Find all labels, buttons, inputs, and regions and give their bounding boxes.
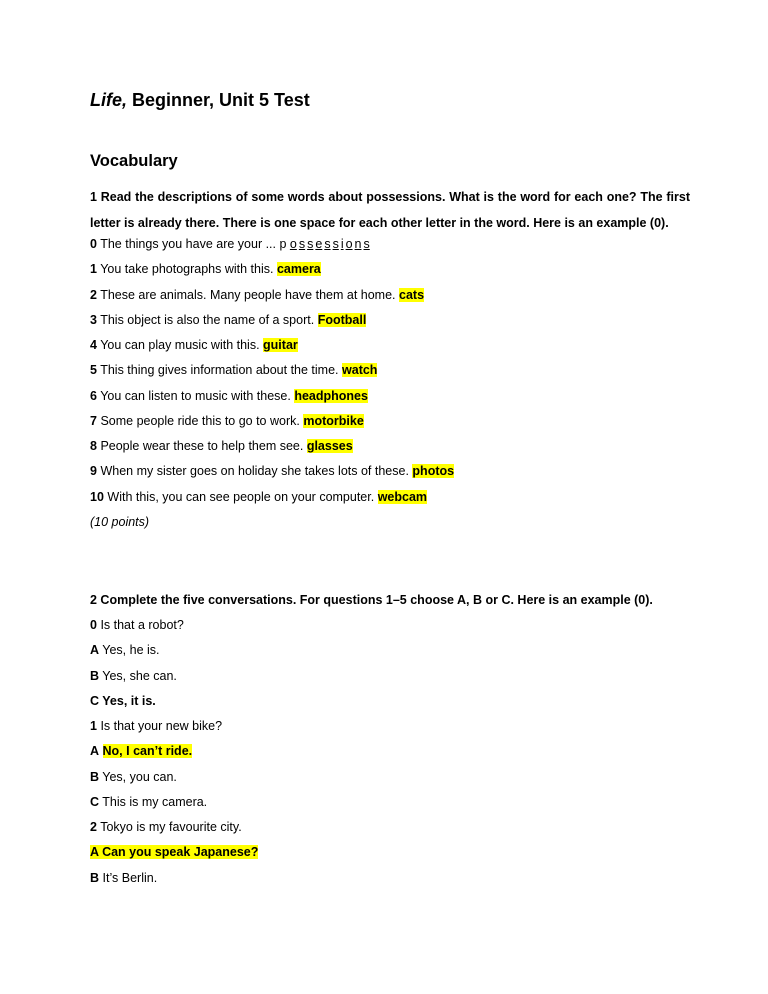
item-text: You can play music with this. [100,338,260,352]
item-text: When my sister goes on holiday she takes lots of these. [100,464,409,478]
item-number: 1 [90,262,97,276]
item-answer: watch [342,363,378,377]
example-answer-letters [286,237,371,251]
q2-option [90,794,207,810]
example-letter: s [363,237,370,251]
item-number: 4 [90,338,97,352]
example-letter: s [298,237,306,251]
item-answer: camera [276,262,321,276]
q1-item [90,287,424,303]
example-letter: n [354,237,362,251]
item-number: 6 [90,388,97,403]
example-letter: s [307,237,314,251]
q2-question [90,718,222,734]
question-text: Tokyo is my favourite city. [100,820,242,834]
item-text: This thing gives information about the time. [100,363,339,377]
option-letter: B [90,870,100,885]
item-answer: guitar [263,338,298,352]
title-italic-part: Life, [90,90,128,110]
option-letter: C [90,694,100,708]
q1-item [90,388,368,404]
question-number: 0 [90,618,97,632]
option-letter: B [90,668,100,683]
q1-item [90,413,364,429]
q1-item [90,438,353,454]
item-number: 9 [90,464,97,478]
q1-instruction: 1 Read the descriptions of some words about possessions. What is the word for each one? The first letter is already there. There is one space for each other letter in the word. Here is an example (0). [90,190,690,230]
item-answer: glasses [306,439,353,453]
option-answer-highlight [90,845,258,859]
option-text: Yes, it is. [102,694,156,708]
item-number: 8 [90,439,97,453]
option-letter: A [90,643,100,657]
item-number: 10 [90,489,104,504]
q1-item [90,463,454,479]
q2-option [90,743,192,759]
option-text: This is my camera. [102,795,208,809]
q2-option-correct [90,693,156,709]
item-answer: headphones [294,388,368,403]
option-text: Yes, she can. [102,668,177,683]
option-letter: C [90,795,100,809]
q2-question [90,819,242,835]
item-number: 7 [90,414,97,428]
option-text: Can you speak Japanese? [102,845,259,859]
item-text: With this, you can see people on your computer. [107,489,375,504]
item-answer: motorbike [303,414,364,428]
q1-example [90,236,372,252]
option-text: Yes, he is. [102,643,160,657]
item-answer: Football [317,313,367,327]
option-letter: A [90,845,99,859]
item-text: This object is also the name of a sport. [100,313,315,327]
item-number: 2 [90,287,97,302]
q2-option [90,668,177,684]
item-number: 3 [90,313,97,327]
option-letter: A [90,744,100,758]
item-text: These are animals. Many people have them at home. [100,287,396,302]
q1-points: (10 points) [90,515,150,529]
example-letter: o [289,237,297,251]
question-text: Is that a robot? [100,618,184,632]
example-letter: s [332,237,339,251]
section-heading-vocabulary: Vocabulary [90,152,178,170]
question-text: Is that your new bike? [100,719,223,733]
option-letter: B [90,769,100,784]
option-text: It’s Berlin. [102,870,158,885]
q1-item [90,261,321,277]
q2-option [90,844,258,860]
q1-item [90,362,377,378]
example-letter: e [315,237,323,251]
q1-item [90,489,427,505]
q2-option [90,870,157,886]
q2-option [90,769,177,785]
item-text: Some people ride this to go to work. [100,414,300,428]
option-answer-highlight: No, I can’t ride. [102,744,193,758]
example-letter: s [324,237,331,251]
item-text: You take photographs with this. [100,262,274,276]
item-answer: photos [412,464,455,478]
q2-instruction: 2 Complete the five conversations. For questions 1–5 choose A, B or C. Here is an example (0). [90,593,653,607]
q1-item [90,312,366,328]
example-letter: i [340,237,344,251]
example-letter: o [345,237,353,251]
title-rest: Beginner, Unit 5 Test [127,90,310,110]
item-text: The things you have are your ... p [100,237,287,251]
item-text: People wear these to help them see. [100,439,304,453]
document-title [90,90,310,111]
item-number: 0 [90,237,97,251]
q2-question [90,617,184,633]
item-answer: cats [399,287,425,302]
item-text: You can listen to music with these. [100,388,291,403]
option-text: Yes, you can. [102,769,177,784]
q1-item [90,337,298,353]
item-number: 5 [90,363,97,377]
item-answer: webcam [377,489,428,504]
question-number: 2 [90,820,97,834]
question-number: 1 [90,719,97,733]
q2-option [90,642,160,658]
